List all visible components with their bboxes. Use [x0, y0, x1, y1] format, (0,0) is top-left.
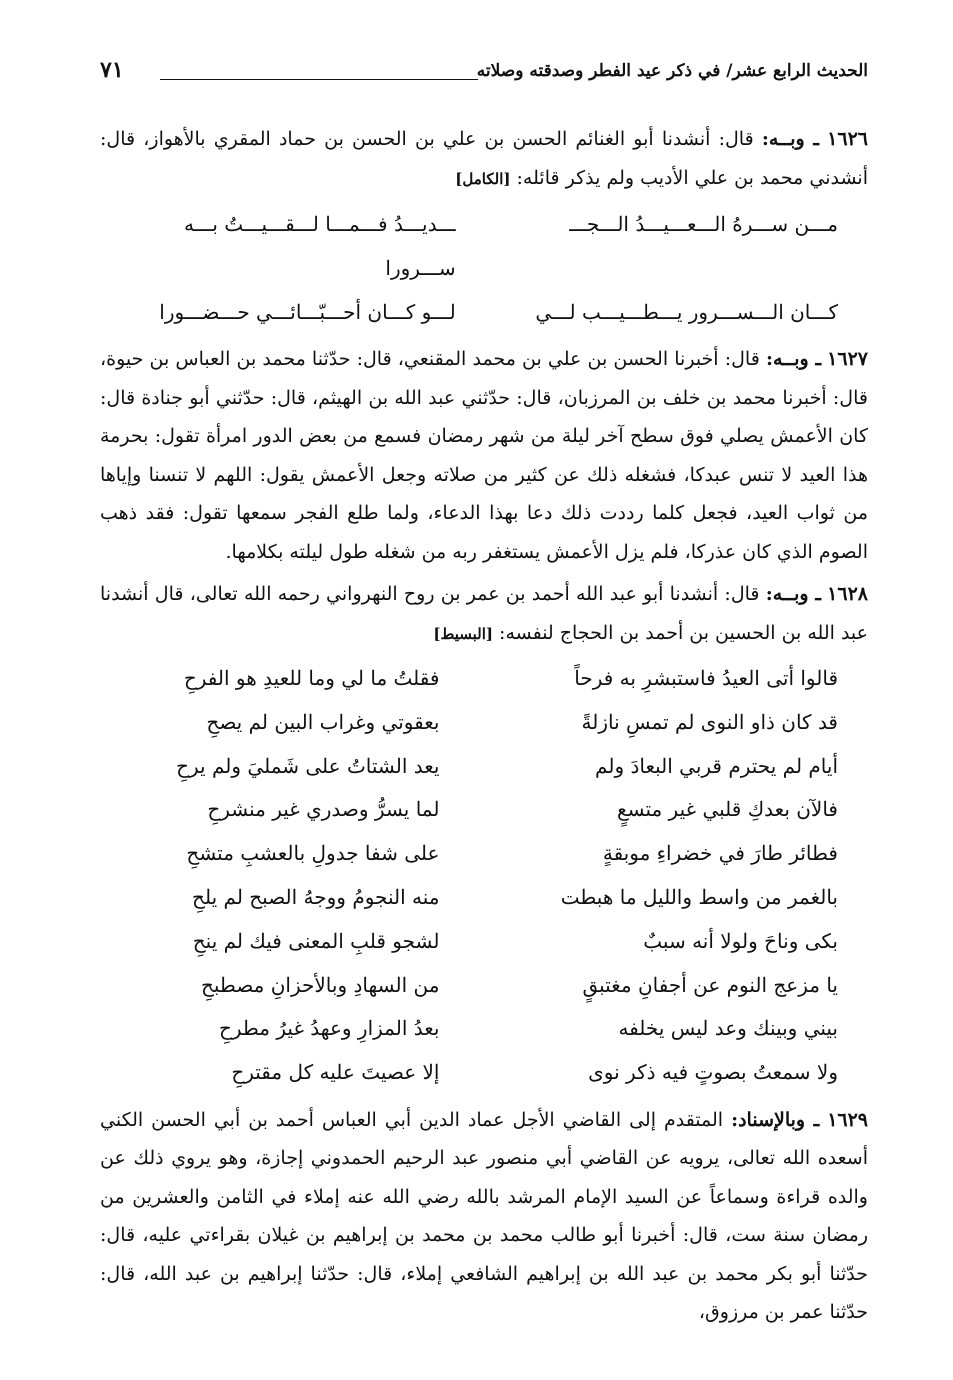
paragraph-lead: ـ وبالإسناد: — [731, 1108, 820, 1131]
hemistich-first: قالوا أتى العيدُ فاستبشرِ به فرحاً — [574, 666, 838, 690]
hemistich-second: ـــديـــدُ فـــمـــا لـــقـــيـــتُ بـــه ســـرورا — [184, 212, 456, 280]
verse-line — [100, 745, 868, 789]
hemistich-first: بيني وبينك وعد ليس يخلفه — [618, 1016, 838, 1041]
verse-line — [100, 290, 868, 334]
hemistich-first: بالغمر من واسط والليل ما هبطت — [560, 884, 838, 909]
verse-line — [100, 701, 868, 745]
hemistich-second: بعقوتي وغراب البين لم يصحِ — [206, 709, 440, 734]
hadith-number: ١٦٢٦ — [827, 128, 868, 150]
hemistich-second: لما يسرُّ وصدري غير منشرحِ — [207, 797, 440, 822]
hemistich-second: منه النجومُ ووجهُ الصبح لم يلحِ — [192, 884, 440, 909]
hemistich-first: أيام لم يحترم قربي البعادَ ولم — [595, 753, 838, 778]
hemistich-first: كـــان الـــســـرور يـــطـــيـــب لـــي — [535, 300, 838, 324]
paragraph-text: قال: أنشدنا أبو الغنائم الحسن بن علي بن الحسن بن حماد المقري بالأهواز، قال: أنشدني محمد بن علي الأديب ولم يذكر قائله: — [100, 128, 868, 189]
verse-line — [100, 202, 868, 290]
paragraph-1629 — [100, 1101, 868, 1332]
hemistich-first: فطائر طارَ في خضراءِ موبقةٍ — [602, 841, 838, 866]
paragraph-lead: ـ وبــه: — [765, 583, 821, 605]
hemistich-second: يعد الشتاتُ على شَمليَ ولم يرحِ — [176, 753, 440, 778]
paragraph-text: المتقدم إلى القاضي الأجل عماد الدين أبي العباس أحمد بن أبي الحسن الكني أسعده الله تعالى، يرويه عن القاضي أبي منصور عبد الرحيم الحمدوني إجازة، وهو يروي ذلك عن والده قراءة وسماعاً عن السيد الإمام المرشد بالله رضي الله عنه إملاء في الثامن والعشرين من رمضان سنة ست، قال: أخبرنا أبو طالب محمد بن محمد بن إبراهيم بن غيلان بقراءتي عليه، قال: حدّثنا أبو بكر محمد بن عبد الله بن إبراهيم الشافعي إملاء، قال: حدّثنا إبراهيم بن عبد الله، قال: حدّثنا عمر بن مرزوق، — [100, 1108, 868, 1324]
running-title: الحديث الرابع عشر/ في ذكر عيد الفطر وصدقته وصلاته — [476, 61, 868, 81]
verse-line — [100, 1007, 868, 1051]
verse-line — [100, 876, 868, 920]
hemistich-second: فقلتُ ما لي وما للعيدِ هو الفرحِ — [183, 666, 440, 690]
verse-line — [100, 1051, 868, 1095]
page-body — [100, 120, 868, 1332]
hadith-number: ١٦٢٨ — [827, 583, 868, 605]
hemistich-first: فالآن بعدكِ قلبي غير متسعٍ — [616, 797, 838, 822]
page-header — [100, 55, 868, 95]
paragraph-1627 — [100, 340, 868, 571]
poem-1626 — [100, 202, 868, 334]
hemistich-second: بعدُ المزارِ وعهدُ غيرُ مطرحِ — [218, 1016, 440, 1041]
page-number: ٧١ — [100, 57, 124, 83]
hadith-number: ١٦٢٧ — [827, 348, 868, 370]
hemistich-first: ولا سمعتُ بصوتٍ فيه ذكر نوى — [588, 1060, 838, 1085]
paragraph-text: قال: أخبرنا الحسن بن علي بن محمد المقنعي، قال: حدّثنا محمد بن العباس بن حيوة، قال: أخبرنا محمد بن خلف بن المرزبان، قال: حدّثني عبد الله بن الهيثم، قال: حدّثني أبو جنادة قال: كان الأعمش يصلي فوق سطح آخر ليلة من شهر رمضان فسمع من بعض الدور امرأة تقول: بحرمة هذا العيد لا تنس عبدكا، فشغله ذلك عن كثير من صلاته وجعل الأعمش يقول: اللهم لا تنسنا وإياها من ثواب العيد، فجعل كلما رددت ذلك دعا بهذا الدعاء، ولما طلع الفجر سمعها تقول: فقد ذهب الصوم الذي كان عذركا، فلم يزل الأعمش يستغفر ربه من شغله طول ليلته بكلامها. — [100, 348, 868, 563]
paragraph-1628 — [100, 575, 868, 653]
meter-label: [الكامل] — [455, 169, 511, 188]
paragraph-text: قال: أنشدنا أبو عبد الله أحمد بن عمر بن روح النهرواني رحمه الله تعالى، قال أنشدنا عبد الله بن الحسين بن أحمد بن الحجاج لنفسه: — [100, 583, 868, 644]
verse-line — [100, 657, 868, 701]
hemistich-first: مـــن ســـرهُ الـــعـــيـــدُ الـــجـــ — [569, 212, 838, 236]
hemistich-second: على شفا جدولِ بالعشبِ متشحِ — [186, 841, 440, 866]
verse-line — [100, 788, 868, 832]
hemistich-second: لـــو كـــان أحـــبّـــائـــي حـــضـــورا — [159, 300, 456, 324]
header-rule — [160, 79, 478, 80]
hemistich-first: يا مزعج النوم عن أجفانِ مغتبقٍ — [582, 972, 838, 997]
paragraph-lead: ـ وبــه: — [761, 128, 819, 150]
verse-line — [100, 832, 868, 876]
meter-label: [البسيط] — [433, 624, 493, 643]
paragraph-1626 — [100, 120, 868, 198]
hemistich-second: لشجو قلبِ المعنى فيك لم ينحِ — [192, 928, 440, 953]
hemistich-second: من السهادِ وبالأحزانِ مصطبحِ — [200, 972, 440, 997]
hemistich-first: قد كان ذاو النوى لم تمسِ نازلةً — [581, 709, 838, 734]
hemistich-second: إلا عصيتَ عليه كل مقترحِ — [231, 1060, 440, 1085]
hemistich-first: بكى وناحَ ولولا أنه سببٌ — [643, 928, 838, 953]
hadith-number: ١٦٢٩ — [827, 1108, 869, 1131]
verse-line — [100, 964, 868, 1008]
poem-1628 — [100, 657, 868, 1095]
verse-line — [100, 920, 868, 964]
paragraph-lead: ـ وبــه: — [765, 348, 822, 370]
